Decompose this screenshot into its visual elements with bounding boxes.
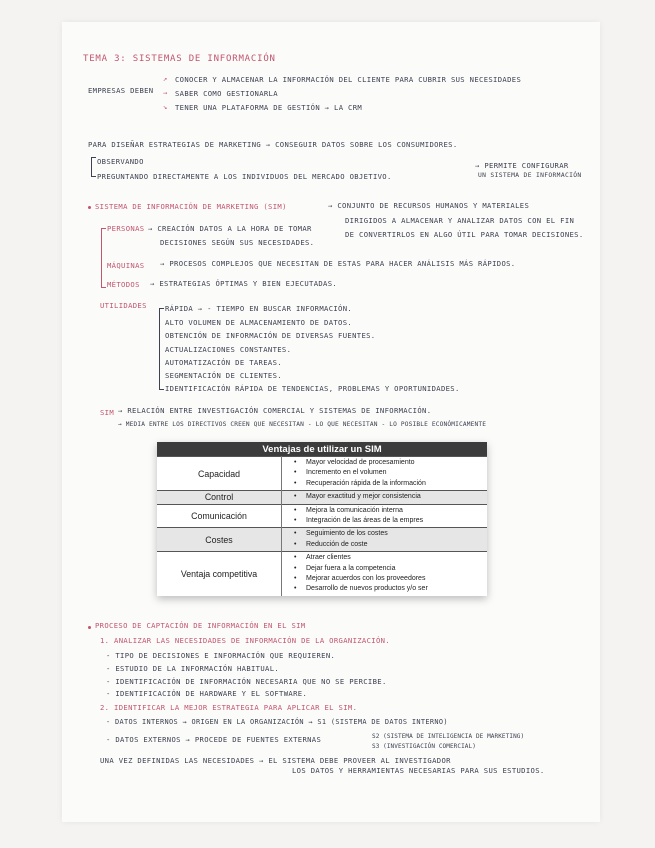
step-1-item: - IDENTIFICACIÓN DE HARDWARE Y EL SOFTWARE. [106,689,308,698]
bracket-icon [91,157,96,177]
final-line: UNA VEZ DEFINIDAS LAS NECESIDADES → EL SISTEMA DEBE PROVEER AL INVESTIGADOR [100,756,451,765]
sistema-de-informacion: UN SISTEMA DE INFORMACIÓN [478,172,582,179]
proceso-heading: PROCESO DE CAPTACIÓN DE INFORMACIÓN EN EL SIM [95,621,306,630]
table-item: • Mayor exactitud y mejor consistencia [296,492,487,502]
step-1-item: - TIPO DE DECISIONES E INFORMACIÓN QUE REQUIEREN. [106,651,336,660]
table-item: • Desarrollo de nuevos productos y/o ser [296,584,487,594]
estrategias-line: PARA DISEÑAR ESTRATEGIAS DE MARKETING → CONSEGUIR DATOS SOBRE LOS CONSUMIDORES. [88,140,458,149]
sim-relacion: → RELACIÓN ENTRE INVESTIGACIÓN COMERCIAL Y SISTEMAS DE INFORMACIÓN. [118,406,432,415]
sim-definition: DIRIGIDOS A ALMACENAR Y ANALIZAR DATOS CON EL FIN [345,216,575,225]
empresas-item: CONOCER Y ALMACENAR LA INFORMACIÓN DEL CLIENTE PARA CUBRIR SUS NECESIDADES [175,75,522,84]
table-row [157,528,487,552]
utilidad-item: ALTO VOLUMEN DE ALMACENAMIENTO DE DATOS. [165,318,353,327]
step-2: 2. IDENTIFICAR LA MEJOR ESTRATEGIA PARA APLICAR EL SIM. [100,703,358,712]
table-item: • Seguimiento de los costes [296,529,487,539]
table-item: • Mejora la comunicación interna [296,506,487,516]
table-item: • Integración de las áreas de la empres [296,516,487,526]
table-category: Control [157,491,282,504]
sim-media: → MEDIA ENTRE LOS DIRECTIVOS CREEN QUE NECESITAN - LO QUE NECESITAN - LO POSIBLE ECONÓMICAMENTE [118,421,487,428]
bullet-icon [88,626,91,629]
table-row [157,457,487,491]
preguntando: PREGUNTANDO DIRECTAMENTE A LOS INDIVIDUOS DEL MERCADO OBJETIVO. [97,172,392,181]
table-item: • Recuperación rápida de la información [296,479,487,489]
table-item: • Mejorar acuerdos con los proveedores [296,574,487,584]
sim-definition: DE CONVERTIRLOS EN ALGO ÚTIL PARA TOMAR DECISIONES. [345,230,584,239]
sim-label: SIM [100,408,115,417]
utilidad-item: OBTENCIÓN DE INFORMACIÓN DE DIVERSAS FUENTES. [165,331,376,340]
arrow-icon: ↘ [163,102,168,111]
utilidad-item: RÁPIDA → - TIEMPO EN BUSCAR INFORMACIÓN. [165,304,353,313]
bullet-icon [88,206,91,209]
maquinas-label: MÁQUINAS [107,261,145,270]
table-category: Costes [157,528,282,552]
arrow-icon: → [163,88,168,97]
maquinas-text: → PROCESOS COMPLEJOS QUE NECESITAN DE ESTAS PARA HACER ANÁLISIS MÁS RÁPIDOS. [160,259,516,268]
bracket-icon [101,228,106,288]
table-row [157,552,487,596]
bracket-icon [159,308,164,390]
step-1: 1. ANALIZAR LAS NECESIDADES DE INFORMACIÓN DE LA ORGANIZACIÓN. [100,636,390,645]
table-header: Ventajas de utilizar un SIM [157,442,487,457]
table-category: Capacidad [157,457,282,491]
utilidades-label: UTILIDADES [100,301,147,310]
personas-text: → CREACIÓN DATOS A LA HORA DE TOMAR [148,224,312,233]
permite-configurar: → PERMITE CONFIGURAR [475,161,569,170]
utilidad-item: ACTUALIZACIONES CONSTANTES. [165,345,292,354]
metodos-label: MÉTODOS [107,280,140,289]
s3: S3 (INVESTIGACIÓN COMERCIAL) [372,743,476,750]
final-line: LOS DATOS Y HERRAMIENTAS NECESARIAS PARA SUS ESTUDIOS. [292,766,545,775]
table-category: Ventaja competitiva [157,552,282,596]
table-item: • Reducción de coste [296,540,487,550]
empresas-item: SABER COMO GESTIONARLA [175,89,278,98]
table-item: • Incremento en el volumen [296,468,487,478]
empresas-item: TENER UNA PLATAFORMA DE GESTIÓN → LA CRM [175,103,363,112]
s2: S2 (SISTEMA DE INTELIGENCIA DE MARKETING) [372,733,525,740]
utilidad-item: AUTOMATIZACIÓN DE TAREAS. [165,358,282,367]
table-row [157,504,487,528]
arrow-icon: ↗ [163,74,168,83]
table-item: • Mayor velocidad de procesamiento [296,458,487,468]
metodos-text: → ESTRATEGIAS ÓPTIMAS Y BIEN EJECUTADAS. [150,279,338,288]
utilidad-item: IDENTIFICACIÓN RÁPIDA DE TENDENCIAS, PROBLEMAS Y OPORTUNIDADES. [165,384,460,393]
observando: OBSERVANDO [97,157,144,166]
datos-externos: - DATOS EXTERNOS → PROCEDE DE FUENTES EXTERNAS [106,735,322,744]
page-title: TEMA 3: SISTEMAS DE INFORMACIÓN [83,54,276,64]
table-item: • Dejar fuera a la competencia [296,564,487,574]
ventajas-table [157,442,487,596]
sim-definition: → CONJUNTO DE RECURSOS HUMANOS Y MATERIALES [328,201,530,210]
personas-label: PERSONAS [107,224,145,233]
datos-internos: - DATOS INTERNOS → ORIGEN EN LA ORGANIZACIÓN → S1 (SISTEMA DE DATOS INTERNO) [106,718,448,726]
utilidad-item: SEGMENTACIÓN DE CLIENTES. [165,371,282,380]
table-item: • Atraer clientes [296,553,487,563]
table-row [157,491,487,504]
empresas-label: EMPRESAS DEBEN [88,86,154,95]
step-1-item: - ESTUDIO DE LA INFORMACIÓN HABITUAL. [106,664,280,673]
personas-text: DECISIONES SEGÚN SUS NECESIDADES. [160,238,315,247]
table-category: Comunicación [157,504,282,528]
step-1-item: - IDENTIFICACIÓN DE INFORMACIÓN NECESARIA QUE NO SE PERCIBE. [106,677,387,686]
sim-heading: SISTEMA DE INFORMACIÓN DE MARKETING (SIM) [95,202,287,211]
